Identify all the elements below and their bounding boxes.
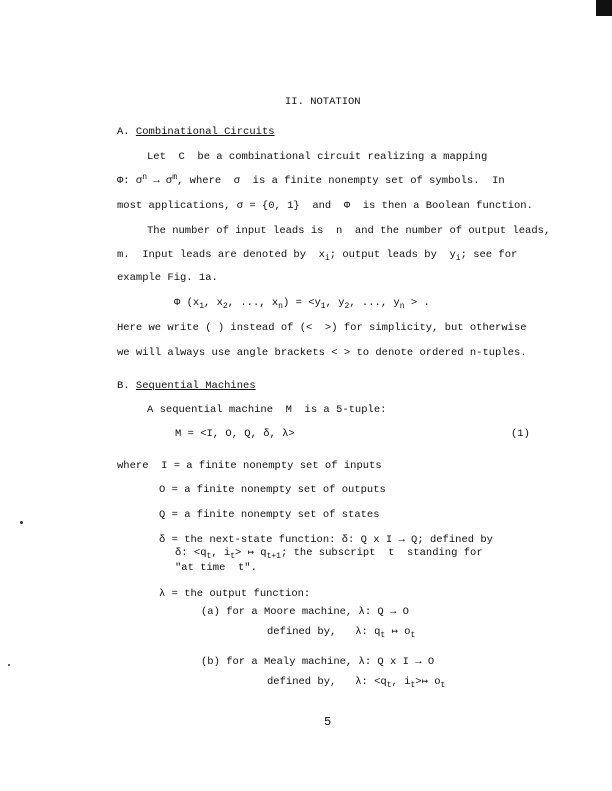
moore-line2: defined by, λ: $q_t$ ↦ $o_t$ <box>267 626 416 640</box>
section-a-title: Combinational Circuits <box>135 126 275 138</box>
def-next-state-line3: "at time t". <box>175 562 257 574</box>
tuple-definition: M = <I, O, Q, δ, λ> <box>175 428 295 440</box>
def-inputs: where I = a finite nonempty set of inputs <box>117 460 382 472</box>
para3-line1: Here we write ( ) instead of (< >) for simplicity, but otherwise <box>117 322 527 334</box>
para1-line2: Φ: $\sigma^n \to \sigma^m$, where σ is a finite nonempty set of symbols. In <box>117 173 505 187</box>
page-number: 5 <box>324 715 332 729</box>
section-b-heading: B. Sequential Machines <box>117 380 256 392</box>
para2-line3: example Fig. 1a. <box>117 272 218 284</box>
para1-line1: Let C be a combinational circuit realizing a mapping <box>147 151 488 163</box>
def-states: Q = a finite nonempty set of states <box>159 509 380 521</box>
mealy-line2: defined by, λ: $<q_t$, $i_t>↦$ $o_t$ <box>267 676 446 690</box>
section-b-title: Sequential Machines <box>135 380 256 392</box>
section-heading: II. NOTATION <box>285 96 361 108</box>
para1-line3: most applications, σ = {0, 1} and Φ is then a Boolean function. <box>117 200 533 212</box>
equation-number: (1) <box>511 428 530 440</box>
tuple-intro: A sequential machine M is a 5-tuple: <box>147 404 387 416</box>
def-next-state-line1: δ = the next-state function: δ: Q x I → Q; defined by <box>159 534 493 546</box>
para2-line1: The number of input leads is n and the number of output leads, <box>147 225 551 237</box>
mealy-line1: (b) for a Mealy machine, λ: Q x I → O <box>201 656 435 668</box>
def-outputs: O = a finite nonempty set of outputs <box>159 484 386 496</box>
def-next-state-line2: δ: $<q_t$, $i_t>$ ↦ $q_{t+1}$; the subscript t standing for <box>175 547 483 561</box>
moore-line1: (a) for a Moore machine, λ: Q → O <box>201 606 409 618</box>
scan-speck <box>20 521 23 524</box>
def-output-function: λ = the output function: <box>159 588 311 600</box>
scan-speck <box>8 664 10 666</box>
para3-line2: we will always use angle brackets < > to denote ordered n-tuples. <box>117 347 527 359</box>
phi-equation: Φ ($x_1$, $x_2$, ..., $x_n) = <y_1$, $y_2$, ..., $y_n$ > . <box>174 297 430 311</box>
section-a-heading: A. Combinational Circuits <box>117 126 275 138</box>
page-corner-mark <box>596 0 612 16</box>
para2-line2: m. Input leads are denoted by $x_i$; output leads by $y_i$; see for <box>117 249 518 263</box>
